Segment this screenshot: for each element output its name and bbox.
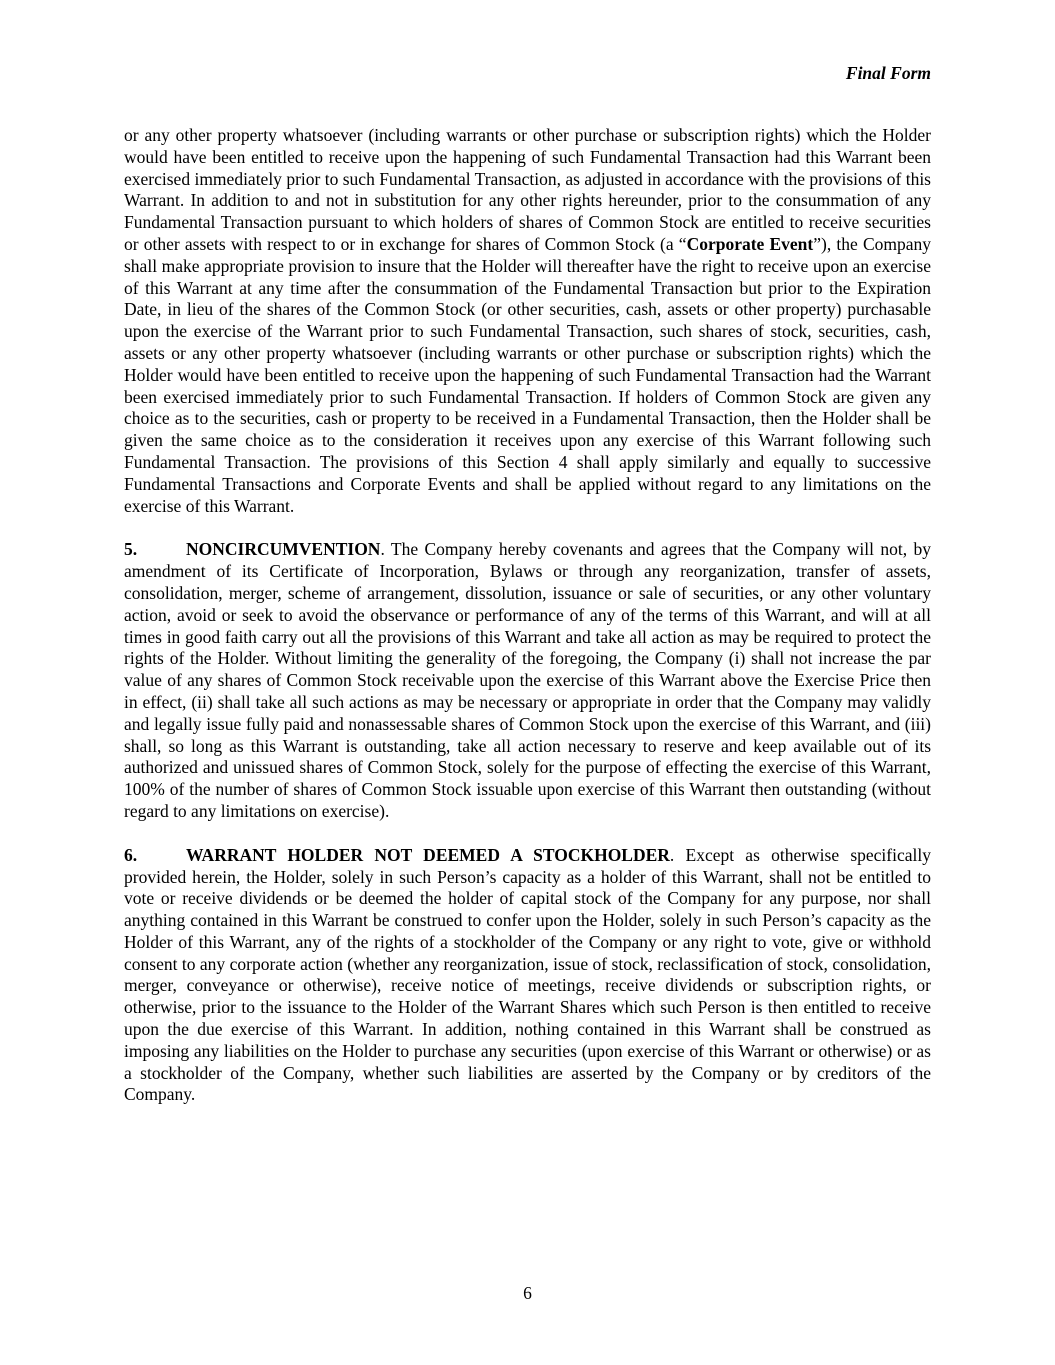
document-body xyxy=(124,125,931,1128)
section-5-paragraph xyxy=(124,539,931,822)
document-header-label: Final Form xyxy=(845,63,931,83)
section-5-title: NONCIRCUMVENTION xyxy=(186,539,381,560)
section-5-body: . The Company hereby covenants and agrees that the Company will not, by amendment of its Certificate of Incorporation, Bylaws or through any reorganization, transfer of assets, consolidation, merger, scheme of arrangement, dissolution, issuance or sale of securities, or any other voluntary action, avoid or seek to avoid the observance or performance of any of the terms of this Warrant, and will at all times in good faith carry out all the provisions of this Warrant and take all action as may be required to protect the rights of the Holder. Without limiting the generality of the foregoing, the Company (i) shall not increase the par value of any shares of Common Stock receivable upon the exercise of this Warrant above the Exercise Price then in effect, (ii) shall take all such actions as may be necessary or appropriate in order that the Company may validly and legally issue fully paid and nonassessable shares of Common Stock upon the exercise of this Warrant, and (iii) shall, so long as this Warrant is outstanding, take all action necessary to reserve and keep available out of its authorized and unissued shares of Common Stock, solely for the purpose of effecting the exercise of this Warrant, 100% of the number of shares of Common Stock issuable upon exercise of this Warrant then outstanding (without regard to any limitations on exercise). xyxy=(124,539,931,821)
continuation-text-part2: ”), the Company shall make appropriate provision to insure that the Holder will thereafter have the right to receive upon an exercise of this Warrant at any time after the consummation of the Fundamental Transaction but prior to the Expiration Date, in lieu of the shares of the Common Stock (or other securities, cash, assets or other property) purchasable upon the exercise of the Warrant prior to such Fundamental Transaction, such shares of stock, securities, cash, assets or any other property whatsoever (including warrants or other purchase or subscription rights) which the Holder would have been entitled to receive upon the happening of such Fundamental Transaction had the Warrant been exercised immediately prior to such Fundamental Transaction. If holders of Common Stock are given any choice as to the securities, cash or property to be received in a Fundamental Transaction, then the Holder shall be given the same choice as to the consideration it receives upon any exercise of this Warrant following such Fundamental Transaction. The provisions of this Section 4 shall apply similarly and equally to successive Fundamental Transactions and Corporate Events and shall be applied without regard to any limitations on the exercise of this Warrant. xyxy=(124,233,931,516)
section-6-title: WARRANT HOLDER NOT DEEMED A STOCKHOLDER xyxy=(186,844,670,865)
section-5-number: 5. xyxy=(124,539,138,560)
section-6-body: . Except as otherwise specifically provided herein, the Holder, solely in such Person’s capacity as a holder of this Warrant, shall not be entitled to vote or receive dividends or be deemed the holder of capital stock of the Company for any purpose, nor shall anything contained in this Warrant be construed to confer upon the Holder, solely in such Person’s capacity as the Holder of this Warrant, any of the rights of a stockholder of the Company or any right to vote, give or withhold consent to any corporate action (whether any reorganization, issue of stock, reclassification of stock, consolidation, merger, conveyance or otherwise), receive notice of meetings, receive dividends or subscription rights, or otherwise, prior to the issuance to the Holder of the Warrant Shares which such Person is then entitled to receive upon the due exercise of this Warrant. In addition, nothing contained in this Warrant shall be construed as imposing any liabilities on the Holder to purchase any securities (upon exercise of this Warrant or otherwise) or as a stockholder of the Company, whether such liabilities are asserted by the Company or by creditors of the Company. xyxy=(124,844,931,1105)
defined-term-corporate-event: Corporate Event xyxy=(686,233,814,254)
section-6-number: 6. xyxy=(124,844,138,865)
page-number: 6 xyxy=(523,1283,532,1303)
continuation-text-part1: or any other property whatsoever (including warrants or other purchase or subscription rights) which the Holder would have been entitled to receive upon the happening of such Fundamental Transaction had this Warrant been exercised immediately prior to such Fundamental Transaction, as adjusted in accordance with the provisions of this Warrant. In addition to and not in substitution for any other rights hereunder, prior to the consummation of any Fundamental Transaction pursuant to which holders of shares of Common Stock are entitled to receive securities or other assets with respect to or in exchange for shares of Common Stock (a “ xyxy=(124,125,931,254)
continuation-paragraph xyxy=(124,125,931,517)
section-6-paragraph xyxy=(124,845,931,1107)
